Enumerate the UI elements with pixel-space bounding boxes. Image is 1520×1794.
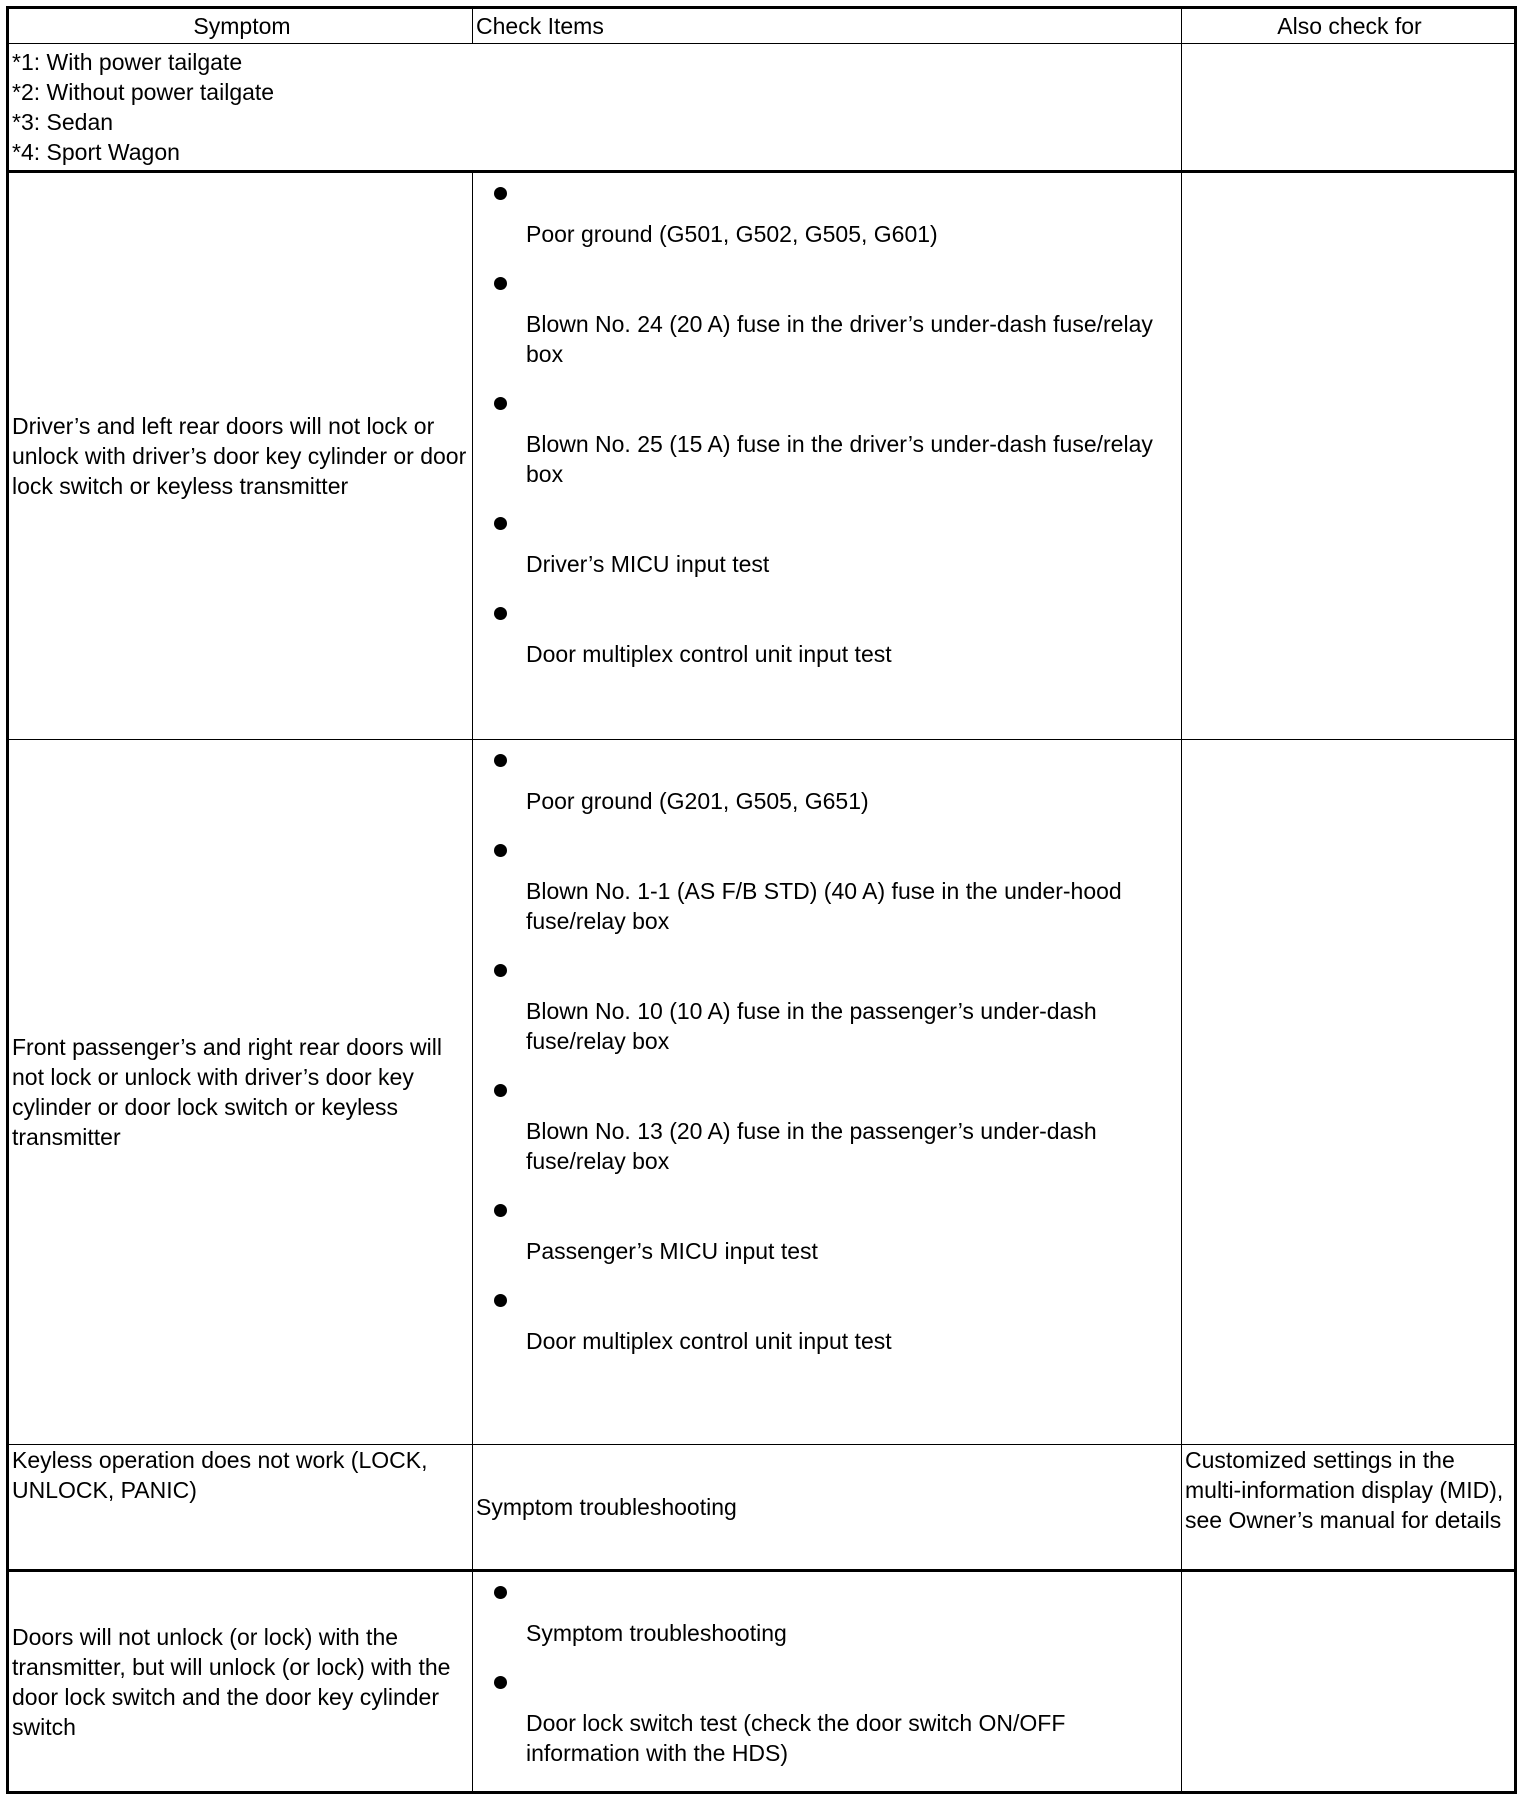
check-item bbox=[473, 503, 1181, 593]
check-items-header: Check Items bbox=[473, 8, 1182, 44]
symptom-cell: Driver’s and left rear doors will not lock or unlock with driver’s door key cylinder or door lock switch or keyless transmitter bbox=[8, 172, 473, 740]
check-items-cell bbox=[473, 740, 1182, 1445]
bullet-icon bbox=[494, 754, 507, 767]
check-item bbox=[473, 383, 1181, 503]
legend-cell bbox=[8, 44, 1182, 172]
check-item bbox=[473, 740, 1181, 830]
check-item-text: Symptom troubleshooting bbox=[526, 1620, 787, 1646]
legend-row bbox=[8, 44, 1516, 172]
check-item-text: Door multiplex control unit input test bbox=[526, 641, 892, 667]
check-list bbox=[473, 1572, 1181, 1768]
check-item-text: Blown No. 1-1 (AS F/B STD) (40 A) fuse in the under-hood fuse/relay box bbox=[526, 878, 1122, 934]
check-list bbox=[473, 740, 1181, 1370]
also-check-cell bbox=[1182, 1571, 1516, 1793]
check-item bbox=[473, 950, 1181, 1070]
bullet-icon bbox=[494, 1204, 507, 1217]
check-item bbox=[473, 1190, 1181, 1280]
bullet-icon bbox=[494, 277, 507, 290]
bullet-icon bbox=[494, 607, 507, 620]
check-item-text: Blown No. 13 (20 A) fuse in the passenger’s under-dash fuse/relay box bbox=[526, 1118, 1097, 1174]
check-item-text: Blown No. 25 (15 A) fuse in the driver’s under-dash fuse/relay box bbox=[526, 431, 1153, 487]
check-item-text: Blown No. 10 (10 A) fuse in the passenger’s under-dash fuse/relay box bbox=[526, 998, 1097, 1054]
header-row bbox=[8, 8, 1516, 44]
table-row bbox=[8, 740, 1516, 1445]
check-item bbox=[473, 830, 1181, 950]
symptom-cell: Front passenger’s and right rear doors will not lock or unlock with driver’s door key cylinder or door lock switch or keyless transmitter bbox=[8, 740, 473, 1445]
troubleshooting-table bbox=[6, 6, 1517, 1794]
bullet-icon bbox=[494, 844, 507, 857]
bullet-icon bbox=[494, 187, 507, 200]
check-items-cell bbox=[473, 172, 1182, 740]
check-item-text: Blown No. 24 (20 A) fuse in the driver’s under-dash fuse/relay box bbox=[526, 311, 1153, 367]
check-item-text: Driver’s MICU input test bbox=[526, 551, 770, 577]
check-item-text: Passenger’s MICU input test bbox=[526, 1238, 818, 1264]
legend-item: *2: Without power tailgate bbox=[12, 79, 275, 105]
check-item bbox=[473, 173, 1181, 263]
bullet-icon bbox=[494, 1676, 507, 1689]
bullet-icon bbox=[494, 1084, 507, 1097]
also-check-cell bbox=[1182, 172, 1516, 740]
check-item bbox=[473, 263, 1181, 383]
check-item-text: Door multiplex control unit input test bbox=[526, 1328, 892, 1354]
check-item bbox=[473, 1280, 1181, 1370]
check-item bbox=[473, 1662, 1181, 1768]
also-check-header: Also check for bbox=[1182, 8, 1516, 44]
check-item bbox=[473, 1572, 1181, 1662]
legend-item: *4: Sport Wagon bbox=[12, 139, 180, 165]
check-items-cell bbox=[473, 1571, 1182, 1793]
table-row bbox=[8, 1571, 1516, 1793]
bullet-icon bbox=[494, 1294, 507, 1307]
legend-item: *3: Sedan bbox=[12, 109, 114, 135]
check-item bbox=[473, 1070, 1181, 1190]
legend-item: *1: With power tailgate bbox=[12, 49, 243, 75]
check-item-text: Door lock switch test (check the door switch ON/OFF information with the HDS) bbox=[526, 1710, 1066, 1766]
also-check-cell: Customized settings in the multi-information display (MID), see Owner’s manual for details bbox=[1182, 1445, 1516, 1571]
bullet-icon bbox=[494, 517, 507, 530]
table-row bbox=[8, 172, 1516, 740]
symptom-cell: Keyless operation does not work (LOCK, UNLOCK, PANIC) bbox=[8, 1445, 473, 1571]
table-row bbox=[8, 1445, 1516, 1571]
troubleshooting-document bbox=[6, 6, 1514, 1788]
legend-also-cell bbox=[1182, 44, 1516, 172]
check-item bbox=[473, 593, 1181, 683]
check-list bbox=[473, 173, 1181, 683]
check-item-text: Poor ground (G201, G505, G651) bbox=[526, 788, 869, 814]
bullet-icon bbox=[494, 964, 507, 977]
bullet-icon bbox=[494, 397, 507, 410]
symptom-cell: Doors will not unlock (or lock) with the transmitter, but will unlock (or lock) with the door lock switch and the door key cylinder switch bbox=[8, 1571, 473, 1793]
check-items-cell: Symptom troubleshooting bbox=[473, 1445, 1182, 1571]
also-check-cell bbox=[1182, 740, 1516, 1445]
bullet-icon bbox=[494, 1586, 507, 1599]
check-item-text: Poor ground (G501, G502, G505, G601) bbox=[526, 221, 938, 247]
symptom-header: Symptom bbox=[8, 8, 473, 44]
